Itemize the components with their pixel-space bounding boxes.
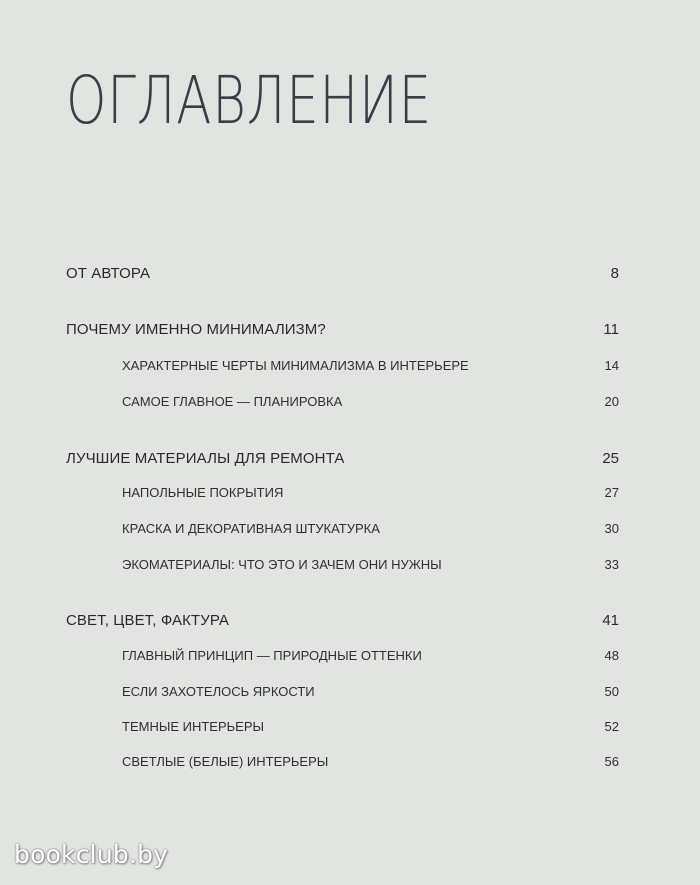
toc-subentry[interactable] (122, 392, 619, 412)
toc-subentry[interactable] (122, 646, 619, 666)
toc-subentry[interactable] (122, 555, 619, 575)
toc-entry-page: 11 (603, 321, 619, 338)
toc-subentry-page: 56 (604, 754, 619, 769)
toc-subentry-title: НАПОЛЬНЫЕ ПОКРЫТИЯ (122, 485, 284, 500)
toc-entry-page: 25 (602, 450, 619, 467)
toc-subentry-title: КРАСКА И ДЕКОРАТИВНАЯ ШТУКАТУРКА (122, 521, 380, 536)
toc-subentry-title: СВЕТЛЫЕ (БЕЛЫЕ) ИНТЕРЬЕРЫ (122, 754, 329, 769)
toc-subentry-title: ХАРАКТЕРНЫЕ ЧЕРТЫ МИНИМАЛИЗМА В ИНТЕРЬЕРЕ (122, 358, 469, 373)
toc-subentry-page: 50 (604, 684, 619, 699)
toc-entry[interactable] (66, 448, 619, 470)
toc-subentry-page: 52 (604, 719, 619, 734)
toc-subentry-page: 27 (604, 485, 619, 500)
toc-subentry[interactable] (122, 483, 619, 503)
toc-entry-page: 8 (610, 265, 619, 282)
toc-subentry-title: ГЛАВНЫЙ ПРИНЦИП — ПРИРОДНЫЕ ОТТЕНКИ (122, 648, 422, 663)
toc-entry-title: СВЕТ, ЦВЕТ, ФАКТУРА (66, 612, 230, 629)
watermark: bookclub.by (14, 840, 169, 869)
toc-subentry[interactable] (122, 356, 619, 376)
toc-subentry[interactable] (122, 717, 619, 737)
toc-subentry-title: ТЕМНЫЕ ИНТЕРЬЕРЫ (122, 719, 265, 734)
page-title: ОГЛАВЛЕНИЕ (66, 62, 432, 139)
toc-subentry[interactable] (122, 682, 619, 702)
toc-subentry-page: 48 (604, 648, 619, 663)
toc-subentry-page: 33 (604, 557, 619, 572)
toc-entry-title: ПОЧЕМУ ИМЕННО МИНИМАЛИЗМ? (66, 321, 326, 338)
toc-entry-page: 41 (602, 612, 619, 629)
toc-subentry-title: ЕСЛИ ЗАХОТЕЛОСЬ ЯРКОСТИ (122, 684, 315, 699)
toc-subentry-title: САМОЕ ГЛАВНОЕ — ПЛАНИРОВКА (122, 394, 343, 409)
toc-entry-title: ОТ АВТОРА (66, 265, 151, 282)
toc-subentry-page: 30 (604, 521, 619, 536)
toc-subentry-title: ЭКОМАТЕРИАЛЫ: ЧТО ЭТО И ЗАЧЕМ ОНИ НУЖНЫ (122, 557, 442, 572)
toc-entry[interactable] (66, 263, 619, 285)
toc-entry-title: ЛУЧШИЕ МАТЕРИАЛЫ ДЛЯ РЕМОНТА (66, 450, 345, 467)
toc-subentry-page: 20 (604, 394, 619, 409)
toc-subentry-page: 14 (604, 358, 619, 373)
toc-subentry[interactable] (122, 752, 619, 772)
toc-entry[interactable] (66, 610, 619, 632)
toc-entry[interactable] (66, 319, 619, 341)
toc-subentry[interactable] (122, 519, 619, 539)
